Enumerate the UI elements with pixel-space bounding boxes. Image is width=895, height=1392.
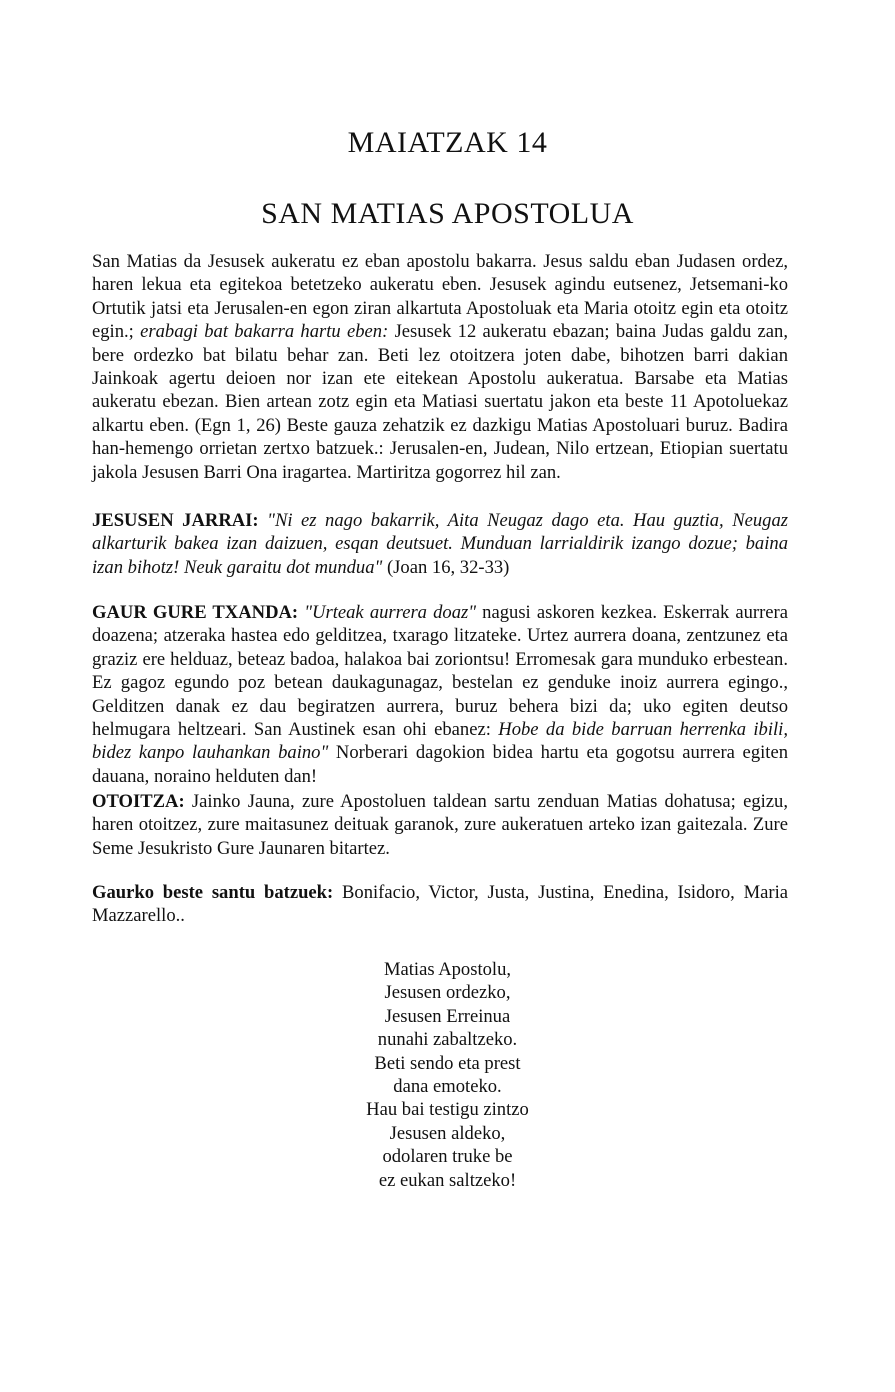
poem-line: odolaren truke be	[382, 1146, 513, 1168]
intro-italic: erabagi bat bakarra hartu eben:	[140, 321, 389, 343]
gaur-label: GAUR GURE TXANDA:	[92, 602, 299, 623]
poem-line: dana emoteko.	[393, 1076, 502, 1098]
poem	[0, 958, 895, 1192]
poem-line: Jesusen aldeko,	[389, 1122, 506, 1144]
poem-line: Beti sendo eta prest	[374, 1052, 521, 1074]
poem-line: nunahi zabaltzeko.	[377, 1029, 518, 1051]
gaur-text-b: Norberari dagokion bidea hartu eta gogotsu aurrera egiten dauana, noraino helduten dan!	[92, 742, 788, 787]
intro-text-a: San Matias da Jesusek aukeratu ez eban apostolu bakarra. Jesus saldu eban Judasen ordez, haren lekua eta egitekoa betetzeko aukeratu eben. Jesusek agindu eutsenez, Jetsemani-ko Ortutik jatsi eta Jerusalen-en egon ziran alkartuta Apostoluak eta Maria otoitz egin eta otoitz egin.;	[92, 251, 788, 343]
poem-line: Matias Apostolu,	[383, 959, 512, 980]
gaur-quote-a: "Urteak aurrera doaz"	[304, 602, 477, 623]
poem-line: ez eukan saltzeko!	[378, 1169, 517, 1191]
intro-text-b: Jesusek 12 aukeratu ebazan; baina Judas galdu zan, bere ordezko bat bilatu behar zan. Beti lez otoitzera joten dabe, bihotzen barri dakian Jainkoak agertu deioen nor izan ete eitekean Apostolu aukeratua. Barsabe eta Matias aukeratu ebezan. Bien artean zotz egin eta Matiasi suertatu jakon eta beste 11 Apotoluekaz alkartu eben. (Egn 1, 26) Beste gauza zehatzik ez dazkigu Matias Apostoluari buruz. Badira han-hemengo orrietan zertxo batzuek.: Jerusalen-en, Judean, Nilo ertzean, Etiopian suertatu jakola Jesusen Barri Ona iragartea. Martiritza gogorrez hil zan.	[92, 321, 788, 483]
gaur-text-a: nagusi askoren kezkea. Eskerrak aurrera doazena; atzeraka hastea edo gelditzea, txarago litzateke. Urtez aurrera doana, zentzunez eta graziz ere helduaz, beteaz badoa, halakoa bai zoriontsu! Erromesak gara munduko erbestean. Ez gagoz egundo poz betean daukagunagaz, bestelan ez genduke inoiz aurrera egingo., Gelditzen danak ez dau begiratzen aurrera, buruz behera bizi da; uko egiten deutso helmugara heltzeari. San Austinek esan ohi ebanez:	[92, 602, 788, 741]
gaur-paragraph	[92, 601, 788, 788]
santuak-text: Bonifacio, Victor, Justa, Justina, Enedina, Isidoro, Maria Mazzarello..	[92, 882, 789, 927]
jesusen-paragraph	[92, 509, 788, 579]
saint-title: SAN MATIAS APOSTOLUA	[261, 197, 634, 230]
otoitza-paragraph	[92, 790, 788, 860]
otoitza-text: Jainko Jauna, zure Apostoluen taldean sartu zenduan Matias dohatusa; egizu, haren otoitzez, zure maitasunez deituak garanok, zure aukeratuen arteko izan gaitezala. Zure Seme Jesukristo Gure Jaunaren bitartez.	[92, 791, 788, 859]
gaur-quote-b: Hobe da bide barruan herrenka ibili, bidez kanpo lauhankan baino"	[92, 719, 789, 764]
poem-line: Jesusen Erreinua	[384, 1005, 511, 1027]
intro-paragraph	[92, 250, 788, 484]
page-date-title: MAIATZAK 14	[347, 126, 548, 159]
otoitza-label: OTOITZA:	[92, 791, 185, 812]
jesusen-label: JESUSEN JARRAI:	[92, 510, 259, 531]
jesusen-quote: "Ni ez nago bakarrik, Aita Neugaz dago eta. Hau guztia, Neugaz alkarturik bakea izan daizuen, esqan deutsuet. Munduan larrialdirik izango dozue; baina izan bihotz! Neuk garaitu dot mundua"	[92, 510, 788, 578]
santuak-paragraph	[92, 881, 788, 928]
poem-line: Hau bai testigu zintzo	[366, 1099, 529, 1121]
jesusen-ref: (Joan 16, 32-33)	[382, 556, 510, 578]
poem-line: Jesusen ordezko,	[384, 982, 511, 1004]
santuak-label: Gaurko beste santu batzuek:	[92, 882, 334, 903]
